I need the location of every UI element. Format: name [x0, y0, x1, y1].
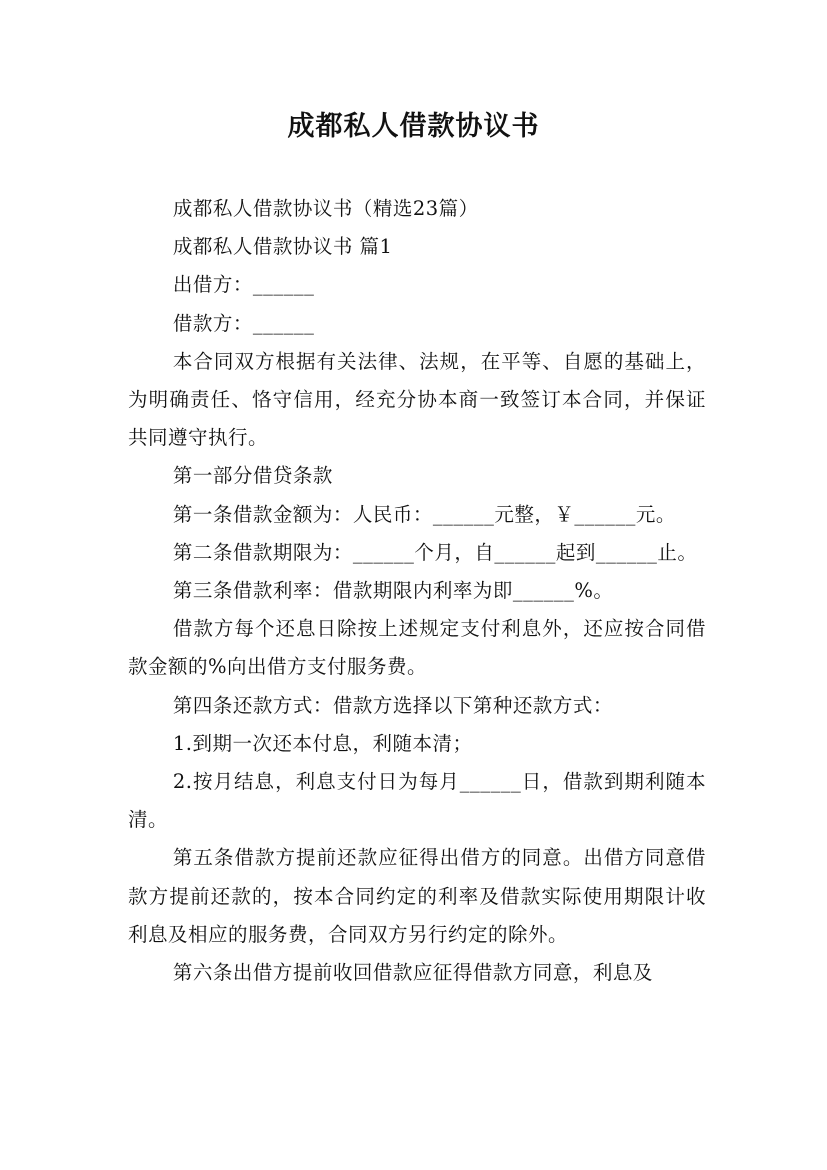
paragraph-service-fee: 借款方每个还息日除按上述规定支付利息外，还应按合同借款金额的%向出借方支付服务费。: [128, 617, 706, 679]
document-body: [128, 190, 706, 992]
paragraph-article-6: 第六条出借方提前收回借款应征得借款方同意，利息及: [172, 961, 653, 985]
paragraph-section-heading: 成都私人借款协议书 篇1: [172, 235, 393, 259]
paragraph-part-heading: 第一部分借贷条款: [172, 464, 333, 488]
paragraph-subtitle: 成都私人借款协议书（精选23篇）: [172, 197, 479, 220]
document-title: 成都私人借款协议书: [287, 111, 540, 142]
paragraph-preamble: 本合同双方根据有关法律、法规，在平等、自愿的基础上，为明确责任、恪守信用，经充分协本商一致签订本合同，并保证共同遵守执行。: [128, 349, 706, 450]
paragraph-lender: 出借方：______: [172, 273, 315, 297]
paragraph-option-2: 2.按月结息，利息支付日为每月______日，借款到期利随本清。: [128, 770, 706, 832]
paragraph-article-4: 第四条还款方式：借款方选择以下第种还款方式：: [172, 693, 613, 717]
paragraph-article-5: 第五条借款方提前还款应征得出借方的同意。出借方同意借款方提前还款的，按本合同约定的利率及借款实际使用期限计收利息及相应的服务费，合同双方另行约定的除外。: [128, 846, 706, 946]
paragraph-borrower: 借款方：______: [172, 311, 315, 335]
paragraph-article-3: 第三条借款利率：借款期限内利率为即______%。: [172, 579, 614, 603]
paragraph-article-1: 第一条借款金额为：人民币：______元整，￥______元。: [172, 502, 676, 526]
paragraph-article-2: 第二条借款期限为：______个月，自______起到______止。: [172, 540, 698, 564]
paragraph-option-1: 1.到期一次还本付息，利随本清；: [172, 731, 473, 755]
